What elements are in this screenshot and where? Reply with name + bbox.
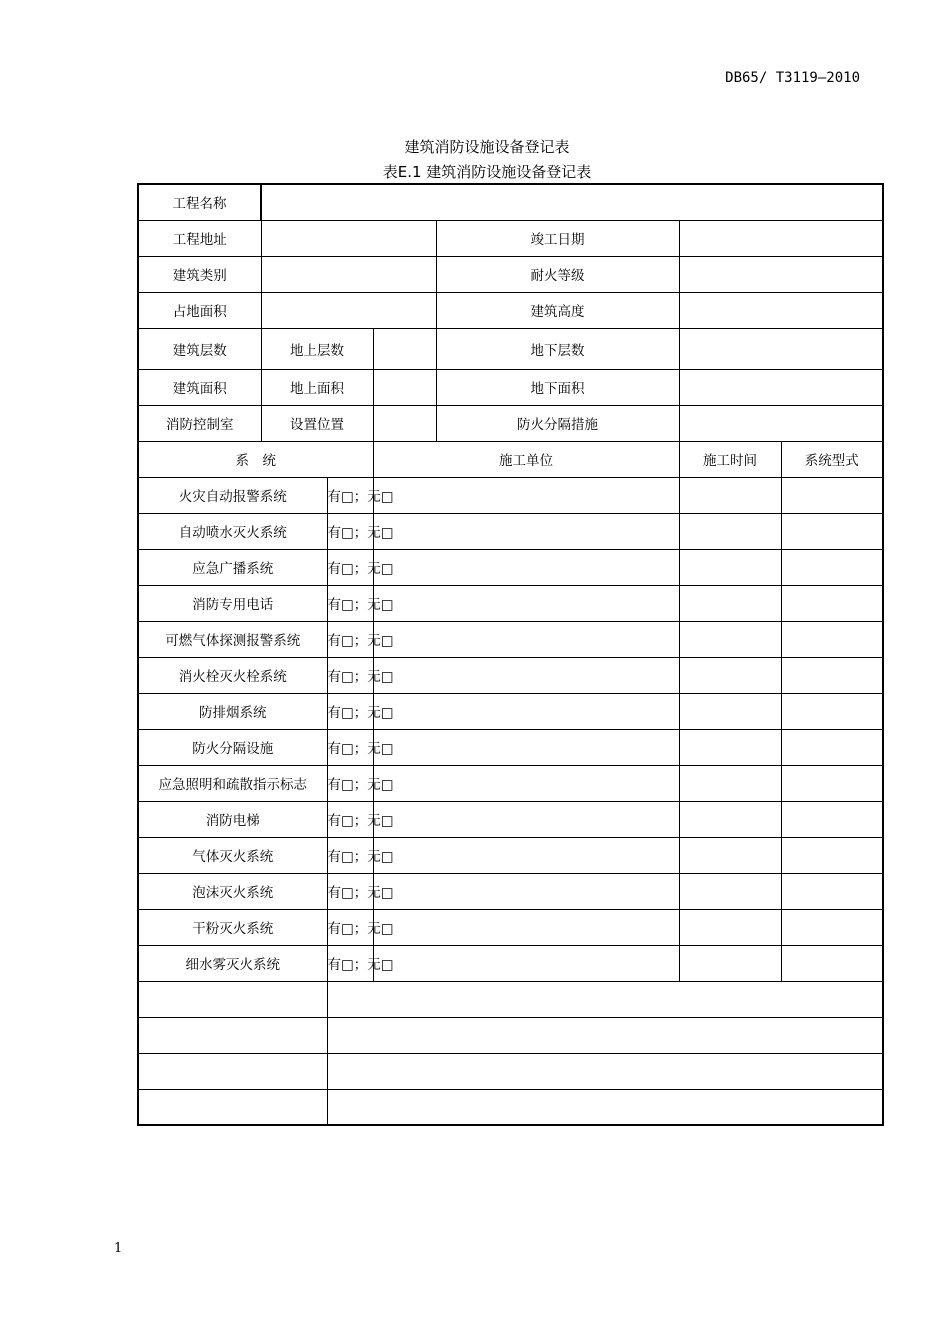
contractor-cell[interactable] bbox=[373, 477, 679, 513]
row-building-area bbox=[138, 369, 883, 405]
value-fire-rating[interactable] bbox=[679, 256, 883, 292]
contractor-cell[interactable] bbox=[373, 585, 679, 621]
system-row bbox=[138, 837, 883, 873]
system-model-cell[interactable] bbox=[781, 801, 883, 837]
system-name: 气体灭火系统 bbox=[138, 837, 327, 873]
system-name: 应急广播系统 bbox=[138, 549, 327, 585]
contractor-cell[interactable] bbox=[373, 837, 679, 873]
label-floors-below: 地下层数 bbox=[436, 328, 679, 369]
system-name: 应急照明和疏散指示标志 bbox=[138, 765, 327, 801]
contractor-cell[interactable] bbox=[373, 693, 679, 729]
construction-time-cell[interactable] bbox=[679, 909, 781, 945]
blank-label-cell[interactable] bbox=[138, 1017, 327, 1053]
row-column-headers bbox=[138, 441, 883, 477]
system-row bbox=[138, 945, 883, 981]
label-floors-above: 地上层数 bbox=[261, 328, 373, 369]
presence-checkbox[interactable]: 有□；无□ bbox=[327, 513, 373, 549]
label-area-below: 地下面积 bbox=[436, 369, 679, 405]
system-row bbox=[138, 693, 883, 729]
construction-time-cell[interactable] bbox=[679, 765, 781, 801]
construction-time-cell[interactable] bbox=[679, 657, 781, 693]
label-building-type: 建筑类别 bbox=[138, 256, 261, 292]
blank-row bbox=[138, 1017, 883, 1053]
system-row bbox=[138, 657, 883, 693]
system-name: 可燃气体探测报警系统 bbox=[138, 621, 327, 657]
header-construction-time: 施工时间 bbox=[679, 441, 781, 477]
blank-label-cell[interactable] bbox=[138, 1053, 327, 1089]
system-name: 防排烟系统 bbox=[138, 693, 327, 729]
construction-time-cell[interactable] bbox=[679, 477, 781, 513]
row-type bbox=[138, 256, 883, 292]
presence-checkbox[interactable]: 有□；无□ bbox=[327, 765, 373, 801]
system-name: 消防专用电话 bbox=[138, 585, 327, 621]
label-land-area: 占地面积 bbox=[138, 292, 261, 328]
system-model-cell[interactable] bbox=[781, 657, 883, 693]
system-name: 消防电梯 bbox=[138, 801, 327, 837]
value-area-below[interactable] bbox=[679, 369, 883, 405]
row-project-name bbox=[138, 184, 883, 220]
blank-value-cell[interactable] bbox=[327, 1089, 883, 1125]
presence-checkbox[interactable]: 有□；无□ bbox=[327, 945, 373, 981]
system-row bbox=[138, 585, 883, 621]
system-row bbox=[138, 513, 883, 549]
system-row bbox=[138, 801, 883, 837]
contractor-cell[interactable] bbox=[373, 945, 679, 981]
system-model-cell[interactable] bbox=[781, 729, 883, 765]
contractor-cell[interactable] bbox=[373, 873, 679, 909]
value-floors-above[interactable] bbox=[373, 328, 436, 369]
label-project-address: 工程地址 bbox=[138, 220, 261, 256]
construction-time-cell[interactable] bbox=[679, 873, 781, 909]
system-name: 泡沫灭火系统 bbox=[138, 873, 327, 909]
contractor-cell[interactable] bbox=[373, 729, 679, 765]
system-name: 防火分隔设施 bbox=[138, 729, 327, 765]
label-fire-rating: 耐火等级 bbox=[436, 256, 679, 292]
blank-label-cell[interactable] bbox=[138, 981, 327, 1017]
blank-row bbox=[138, 981, 883, 1017]
system-model-cell[interactable] bbox=[781, 873, 883, 909]
contractor-cell[interactable] bbox=[373, 909, 679, 945]
registration-table bbox=[137, 183, 884, 1126]
row-address bbox=[138, 220, 883, 256]
system-row bbox=[138, 729, 883, 765]
header-contractor: 施工单位 bbox=[373, 441, 679, 477]
system-name: 干粉灭火系统 bbox=[138, 909, 327, 945]
value-project-name[interactable] bbox=[261, 184, 883, 220]
header-system: 系 统 bbox=[138, 441, 373, 477]
presence-checkbox[interactable]: 有□；无□ bbox=[327, 801, 373, 837]
contractor-cell[interactable] bbox=[373, 513, 679, 549]
system-model-cell[interactable] bbox=[781, 477, 883, 513]
system-row bbox=[138, 765, 883, 801]
contractor-cell[interactable] bbox=[373, 621, 679, 657]
table-caption: 表E.1 建筑消防设施设备登记表 bbox=[382, 163, 592, 181]
value-building-height[interactable] bbox=[679, 292, 883, 328]
system-name: 细水雾灭火系统 bbox=[138, 945, 327, 981]
page-number: 1 bbox=[114, 1241, 123, 1256]
system-model-cell[interactable] bbox=[781, 621, 883, 657]
construction-time-cell[interactable] bbox=[679, 621, 781, 657]
contractor-cell[interactable] bbox=[373, 801, 679, 837]
label-fire-separation-measures: 防火分隔措施 bbox=[436, 405, 679, 441]
construction-time-cell[interactable] bbox=[679, 513, 781, 549]
construction-time-cell[interactable] bbox=[679, 729, 781, 765]
system-model-cell[interactable] bbox=[781, 837, 883, 873]
system-name: 消火栓灭火栓系统 bbox=[138, 657, 327, 693]
value-floors-below[interactable] bbox=[679, 328, 883, 369]
system-model-cell[interactable] bbox=[781, 549, 883, 585]
presence-checkbox[interactable]: 有□；无□ bbox=[327, 729, 373, 765]
label-location: 设置位置 bbox=[261, 405, 373, 441]
header-system-model: 系统型式 bbox=[781, 441, 883, 477]
system-model-cell[interactable] bbox=[781, 945, 883, 981]
construction-time-cell[interactable] bbox=[679, 945, 781, 981]
row-area bbox=[138, 292, 883, 328]
label-area-above: 地上面积 bbox=[261, 369, 373, 405]
presence-checkbox[interactable]: 有□；无□ bbox=[327, 621, 373, 657]
presence-checkbox[interactable]: 有□；无□ bbox=[327, 873, 373, 909]
value-building-type[interactable] bbox=[261, 256, 436, 292]
label-project-name: 工程名称 bbox=[138, 184, 261, 220]
value-land-area[interactable] bbox=[261, 292, 436, 328]
standard-code: DB65/ T3119—2010 bbox=[725, 70, 860, 86]
system-model-cell[interactable] bbox=[781, 765, 883, 801]
label-completion-date: 竣工日期 bbox=[436, 220, 679, 256]
presence-checkbox[interactable]: 有□；无□ bbox=[327, 693, 373, 729]
system-model-cell[interactable] bbox=[781, 909, 883, 945]
construction-time-cell[interactable] bbox=[679, 837, 781, 873]
system-model-cell[interactable] bbox=[781, 513, 883, 549]
contractor-cell[interactable] bbox=[373, 549, 679, 585]
contractor-cell[interactable] bbox=[373, 657, 679, 693]
row-control-room bbox=[138, 405, 883, 441]
blank-value-cell[interactable] bbox=[327, 1053, 883, 1089]
label-control-room: 消防控制室 bbox=[138, 405, 261, 441]
system-row bbox=[138, 909, 883, 945]
system-row bbox=[138, 549, 883, 585]
value-project-address[interactable] bbox=[261, 220, 436, 256]
system-row bbox=[138, 477, 883, 513]
blank-value-cell[interactable] bbox=[327, 981, 883, 1017]
system-model-cell[interactable] bbox=[781, 693, 883, 729]
label-building-area: 建筑面积 bbox=[138, 369, 261, 405]
blank-label-cell[interactable] bbox=[138, 1089, 327, 1125]
label-building-height: 建筑高度 bbox=[436, 292, 679, 328]
presence-checkbox[interactable]: 有□；无□ bbox=[327, 657, 373, 693]
construction-time-cell[interactable] bbox=[679, 693, 781, 729]
row-floors bbox=[138, 328, 883, 369]
value-location[interactable] bbox=[373, 405, 436, 441]
construction-time-cell[interactable] bbox=[679, 585, 781, 621]
value-area-above[interactable] bbox=[373, 369, 436, 405]
construction-time-cell[interactable] bbox=[679, 549, 781, 585]
document-title: 建筑消防设施设备登记表 bbox=[404, 138, 570, 156]
system-row bbox=[138, 873, 883, 909]
system-name: 自动喷水灭火系统 bbox=[138, 513, 327, 549]
construction-time-cell[interactable] bbox=[679, 801, 781, 837]
value-fire-separation-measures[interactable] bbox=[679, 405, 883, 441]
presence-checkbox[interactable]: 有□；无□ bbox=[327, 585, 373, 621]
presence-checkbox[interactable]: 有□；无□ bbox=[327, 549, 373, 585]
label-building-floors: 建筑层数 bbox=[138, 328, 261, 369]
presence-checkbox[interactable]: 有□；无□ bbox=[327, 909, 373, 945]
presence-checkbox[interactable]: 有□；无□ bbox=[327, 837, 373, 873]
blank-row bbox=[138, 1053, 883, 1089]
system-model-cell[interactable] bbox=[781, 585, 883, 621]
presence-checkbox[interactable]: 有□；无□ bbox=[327, 477, 373, 513]
blank-value-cell[interactable] bbox=[327, 1017, 883, 1053]
system-row bbox=[138, 621, 883, 657]
blank-row bbox=[138, 1089, 883, 1125]
value-completion-date[interactable] bbox=[679, 220, 883, 256]
system-name: 火灾自动报警系统 bbox=[138, 477, 327, 513]
contractor-cell[interactable] bbox=[373, 765, 679, 801]
